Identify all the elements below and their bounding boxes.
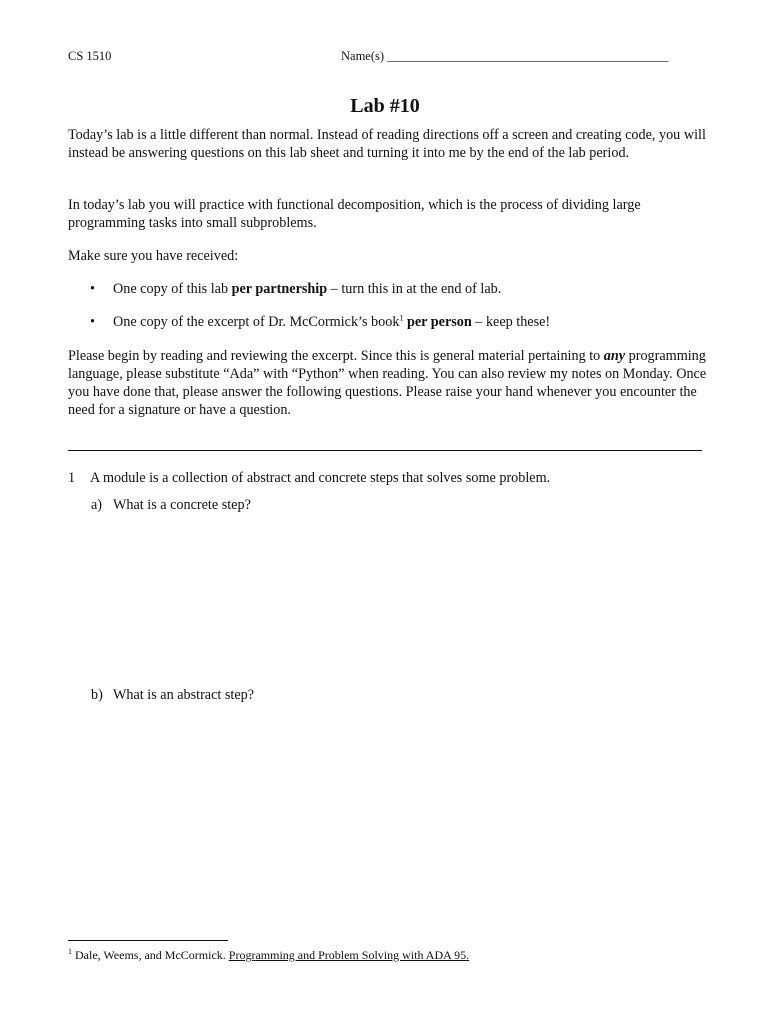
question-1a-letter: a) — [91, 497, 103, 513]
question-1b-text: What is an abstract step? — [113, 687, 255, 703]
intro-paragraph-3: Make sure you have received: — [68, 248, 239, 264]
section-divider — [68, 450, 702, 451]
course-code: CS 1510 — [68, 49, 112, 63]
bullet-text — [113, 313, 550, 331]
names-field-label: Name(s) _____________________________________________ — [341, 49, 669, 63]
bullet-text-pre: One copy of this lab — [113, 281, 232, 297]
instructions-emphasis: any — [603, 348, 626, 364]
bullet-icon: • — [90, 314, 95, 330]
question-1a-text: What is a concrete step? — [113, 497, 251, 513]
footnote — [68, 946, 469, 964]
bullet-text-bold: per partnership — [231, 281, 328, 297]
intro-paragraph-2: In today’s lab you will practice with functional decomposition, which is the process of dividing large programming tasks into small subproblems. — [68, 197, 641, 231]
question-1-number: 1 — [68, 470, 76, 486]
footnote-book-title: Programming and Problem Solving with ADA 95. — [228, 948, 470, 962]
intro-paragraph-1: Today’s lab is a little different than normal. Instead of reading directions off a screen and creating code, you will instead be answering questions on this lab sheet and turning it into me by the end of the lab period. — [68, 127, 706, 161]
bullet-text-post: – turn this in at the end of lab. — [327, 281, 502, 297]
instructions-text-pre: Please begin by reading and reviewing the excerpt. Since this is general material pertaining to — [68, 348, 604, 364]
page-title: Lab #10 — [350, 95, 420, 117]
bullet-text — [113, 280, 501, 298]
footnote-mark: 1 — [68, 947, 72, 956]
bullet-icon: • — [90, 281, 95, 297]
instructions-paragraph — [68, 347, 708, 419]
footnote-authors: Dale, Weems, and McCormick. — [72, 948, 229, 962]
footnote-separator — [68, 940, 228, 941]
question-1b-letter: b) — [91, 687, 103, 703]
instructions-text-post: programming language, please substitute “Ada” with “Python” when reading. You can also review my notes on Monday. Once you have done that, please answer the following questions. Please raise your hand whenever you encounter the need for a signature or have a question. — [68, 348, 707, 418]
footnote-reference: 1 — [399, 313, 404, 323]
bullet-text-post: – keep these! — [471, 314, 551, 330]
question-1-text: A module is a collection of abstract and concrete steps that solves some problem. — [90, 470, 551, 486]
bullet-text-pre: One copy of the excerpt of Dr. McCormick’s book — [113, 314, 400, 330]
bullet-text-bold: per person — [403, 314, 472, 330]
